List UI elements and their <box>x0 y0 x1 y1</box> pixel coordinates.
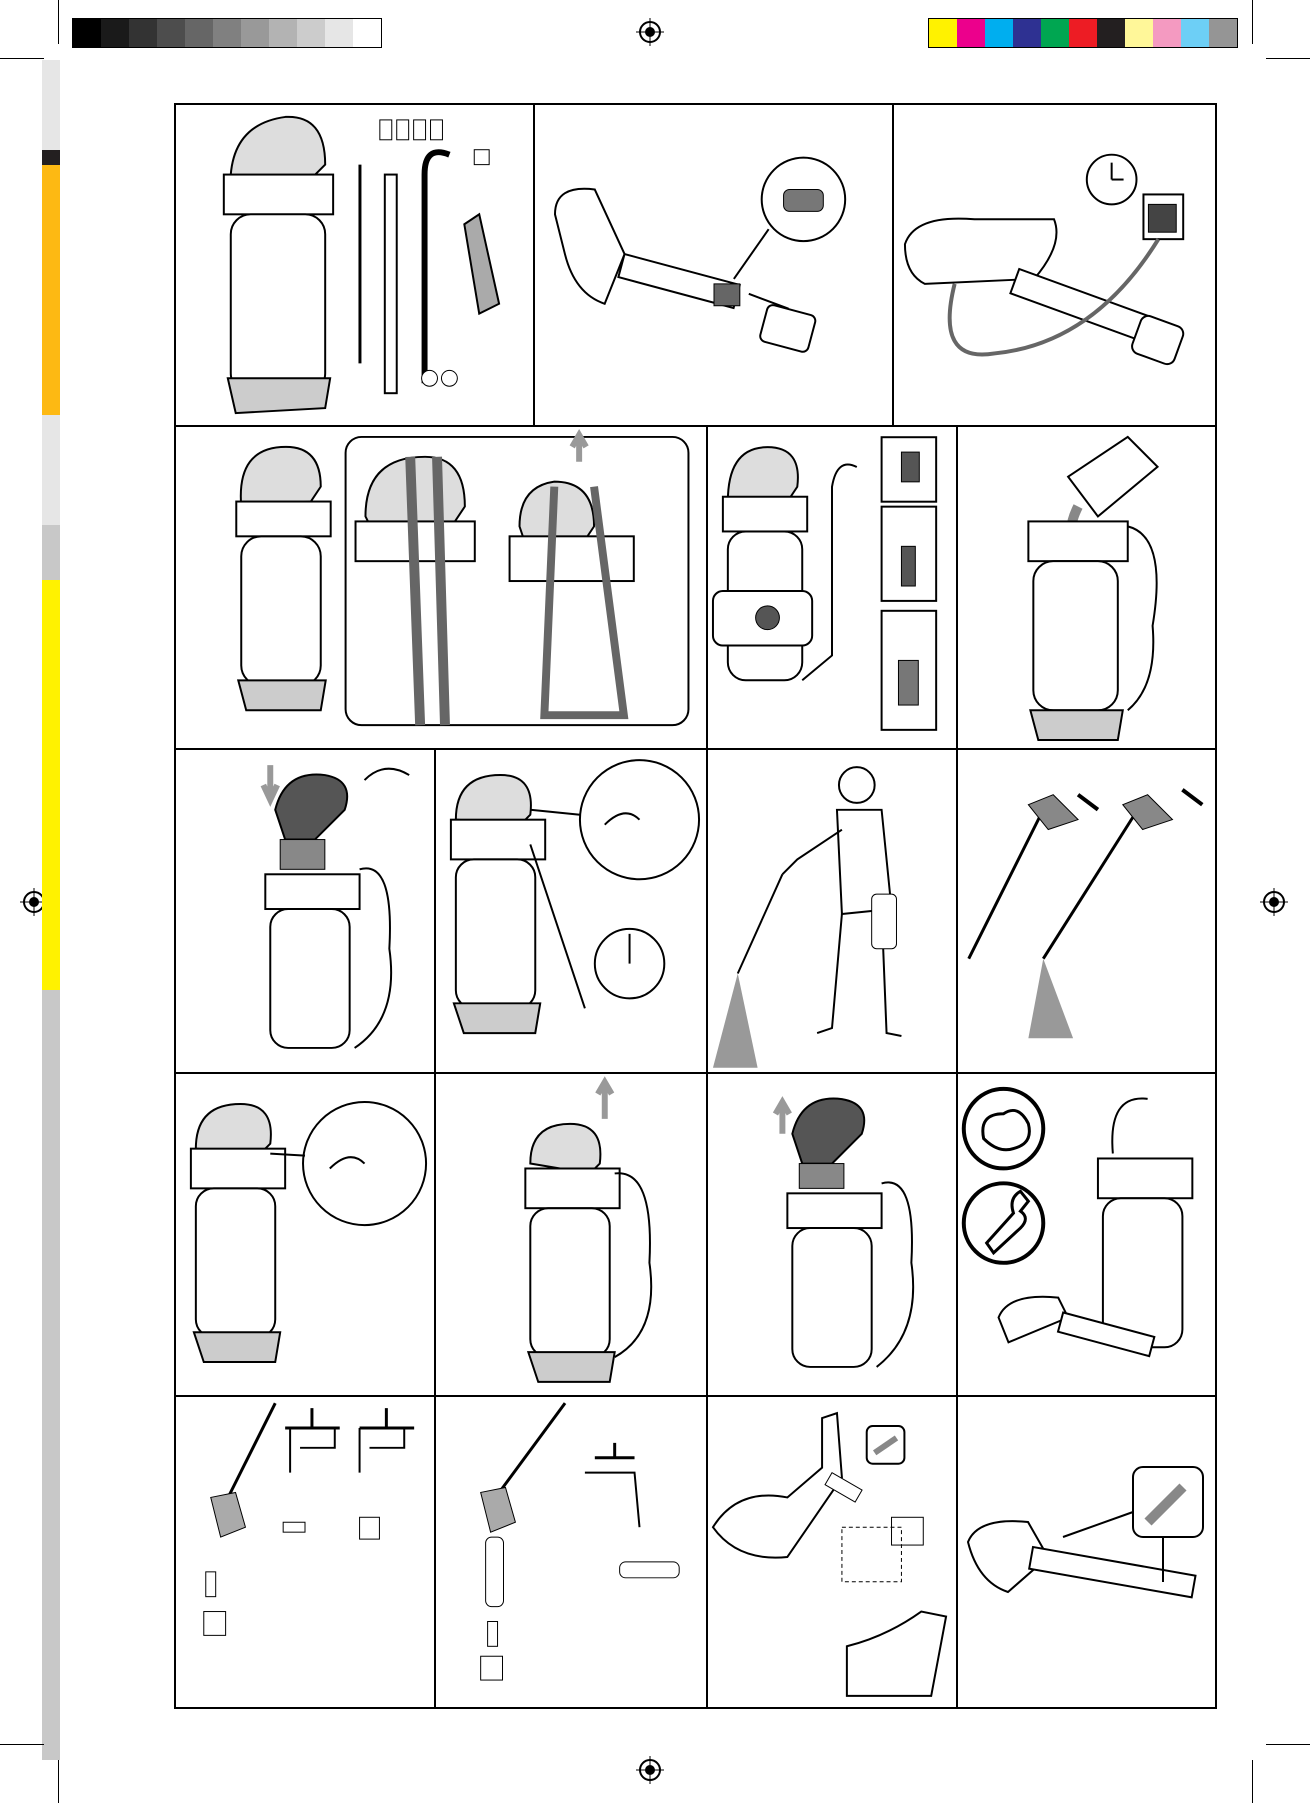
side-strip-segment <box>42 525 60 580</box>
pump-head-close-icon <box>176 750 434 1072</box>
parts-overview-icon <box>176 105 533 425</box>
registration-mark-bottom <box>636 1756 664 1784</box>
charging-icon <box>894 105 1217 425</box>
crop-mark <box>0 1744 44 1745</box>
panel-gun-grease <box>708 1397 958 1709</box>
side-strip-segment <box>42 415 60 525</box>
crop-mark <box>58 0 59 44</box>
side-strip-segment <box>42 990 60 1760</box>
grayscale-patch <box>213 19 241 47</box>
color-calibration-bar <box>928 18 1238 48</box>
cleaning-maintenance-icon <box>958 1074 1217 1395</box>
gun-grease-icon <box>708 1397 956 1709</box>
panel-trigger-spray <box>958 750 1217 1072</box>
crop-mark <box>0 58 44 59</box>
color-patch <box>985 19 1013 47</box>
battery-insert-icon <box>535 105 892 425</box>
crop-mark <box>58 1760 59 1803</box>
color-patch <box>1069 19 1097 47</box>
pressure-release-icon <box>436 1074 706 1395</box>
crop-mark <box>1252 1760 1253 1803</box>
color-patch <box>1181 19 1209 47</box>
color-patch <box>957 19 985 47</box>
grayscale-patch <box>269 19 297 47</box>
grid-row-1 <box>176 105 1215 427</box>
panel-cleaning-maintenance <box>958 1074 1217 1395</box>
color-patch <box>1013 19 1041 47</box>
color-patch <box>929 19 957 47</box>
side-color-strip <box>42 60 60 1760</box>
filter-rinse-icon <box>436 1397 706 1709</box>
panel-spraying-person <box>708 750 958 1072</box>
panel-battery-insert <box>535 105 894 425</box>
panel-hose-assembly <box>708 427 958 748</box>
color-patch <box>1041 19 1069 47</box>
pump-head-open-icon <box>708 1074 956 1395</box>
panel-charging <box>894 105 1217 425</box>
registration-mark-top <box>636 18 664 46</box>
grayscale-patch <box>185 19 213 47</box>
color-patch <box>1153 19 1181 47</box>
grid-row-2 <box>176 427 1215 750</box>
grid-row-5 <box>176 1397 1215 1709</box>
panel-lance-grease <box>958 1397 1217 1709</box>
panel-switch-off <box>176 1074 436 1395</box>
grayscale-patch <box>325 19 353 47</box>
grayscale-patch <box>101 19 129 47</box>
grayscale-patch <box>73 19 101 47</box>
color-patch <box>1097 19 1125 47</box>
switch-off-icon <box>176 1074 434 1395</box>
side-strip-segment <box>42 165 60 415</box>
trigger-spray-icon <box>958 750 1217 1072</box>
lance-grease-icon <box>958 1397 1217 1709</box>
spraying-person-icon <box>708 750 956 1072</box>
strap-attach-icon <box>176 427 706 748</box>
fill-tank-icon <box>958 427 1217 748</box>
grid-row-3 <box>176 750 1215 1074</box>
panel-switch-on-timer <box>436 750 708 1072</box>
grayscale-patch <box>353 19 381 47</box>
grayscale-patch <box>297 19 325 47</box>
hose-assembly-icon <box>708 427 956 748</box>
grid-row-4 <box>176 1074 1215 1397</box>
side-strip-segment <box>42 150 60 165</box>
panel-strap-attach <box>176 427 708 748</box>
crop-mark <box>1252 0 1253 44</box>
registration-mark-right <box>1260 888 1288 916</box>
panel-nozzle-rinse <box>176 1397 436 1709</box>
side-strip-segment <box>42 580 60 990</box>
grayscale-patch <box>129 19 157 47</box>
panel-filter-rinse <box>436 1397 708 1709</box>
panel-pump-head-close <box>176 750 436 1072</box>
color-patch <box>1209 19 1237 47</box>
color-patch <box>1125 19 1153 47</box>
nozzle-rinse-icon <box>176 1397 434 1709</box>
grayscale-calibration-bar <box>72 18 382 48</box>
grayscale-patch <box>157 19 185 47</box>
crop-mark <box>1266 58 1310 59</box>
panel-parts-overview <box>176 105 535 425</box>
panel-pump-head-open <box>708 1074 958 1395</box>
crop-mark <box>1266 1744 1310 1745</box>
switch-on-timer-icon <box>436 750 706 1072</box>
grayscale-patch <box>241 19 269 47</box>
panel-pressure-release <box>436 1074 708 1395</box>
side-strip-segment <box>42 60 60 150</box>
instruction-grid <box>174 103 1217 1709</box>
panel-fill-tank <box>958 427 1217 748</box>
